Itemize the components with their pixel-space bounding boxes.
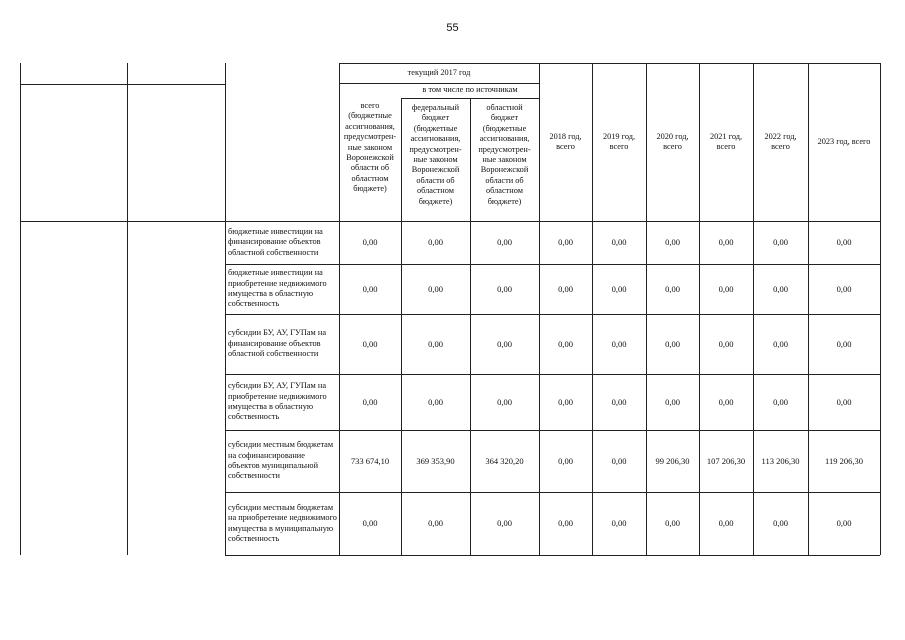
row-label: бюджетные инвестиции на финансирование объектов областной собственности — [228, 226, 323, 257]
row-value: 0,00 — [611, 338, 627, 349]
table-current-year-split — [339, 83, 539, 84]
row-value: 733 674,10 — [350, 455, 390, 466]
row-label: субсидии БУ, АУ, ГУПам на финансирование объектов областной собственности — [228, 328, 326, 359]
row-value: 0,00 — [836, 283, 852, 294]
table-row-line-5 — [225, 555, 880, 556]
header-federal: федеральный бюджет (бюджетные ассигнования, предусмотрен-ные законом Воронежской области об областном бюджете) — [409, 103, 462, 206]
row-value: 0,00 — [773, 396, 788, 407]
table-border-top — [339, 63, 880, 64]
table-border-left — [20, 63, 21, 555]
header-2020: 2020 год, всего — [656, 131, 689, 151]
row-value: 0,00 — [558, 518, 573, 529]
row-value: 0,00 — [718, 283, 734, 294]
row-value: 0,00 — [718, 237, 734, 248]
header-total: всего (бюджетные ассигнования, предусмотрен-ные законом Воронежской области об областном бюджете) — [343, 101, 397, 194]
row-value: 0,00 — [362, 283, 378, 294]
row-value: 0,00 — [428, 518, 443, 529]
row-value: 0,00 — [773, 338, 788, 349]
row-value: 0,00 — [362, 396, 378, 407]
row-value: 0,00 — [773, 518, 788, 529]
header-regional: областной бюджет (бюджетные ассигнования, предусмотрен-ные законом Воронежской области об областном бюджете) — [478, 103, 531, 206]
row-value: 0,00 — [558, 338, 573, 349]
row-value: 0,00 — [497, 518, 512, 529]
header-2021: 2021 год, всего — [709, 131, 743, 151]
row-label: субсидии местным бюджетам на софинансирование объектов муниципальной собственности — [228, 440, 334, 481]
row-value: 113 206,30 — [761, 455, 800, 466]
table-divider-col-2 — [127, 63, 128, 555]
row-value: 0,00 — [611, 237, 627, 248]
row-value: 0,00 — [665, 283, 680, 294]
page-number: 55 — [446, 22, 459, 34]
row-value: 0,00 — [718, 518, 734, 529]
row-value: 0,00 — [718, 396, 734, 407]
table-header-row-split — [20, 84, 226, 85]
header-2018: 2018 год, всего — [549, 131, 582, 151]
table-border-right — [880, 63, 881, 555]
row-value: 0,00 — [611, 518, 627, 529]
table-sources-split — [401, 98, 539, 99]
header-2023: 2023 год, всего — [817, 136, 871, 146]
row-value: 0,00 — [665, 518, 680, 529]
row-label: субсидии БУ, АУ, ГУПам на приобретение недвижимого имущества в областную собственность — [228, 381, 327, 422]
header-including-by-source: в том числе по источникам — [422, 85, 518, 95]
row-value: 0,00 — [773, 283, 788, 294]
row-value: 0,00 — [611, 283, 627, 294]
row-value: 0,00 — [558, 283, 573, 294]
row-value: 0,00 — [665, 338, 680, 349]
row-value: 0,00 — [497, 396, 512, 407]
row-value: 99 206,30 — [655, 455, 690, 466]
row-value: 0,00 — [497, 283, 512, 294]
row-label: бюджетные инвестиции на приобретение недвижимого имущества в областную собственность — [228, 268, 327, 309]
row-value: 364 320,20 — [485, 455, 524, 466]
row-value: 107 206,30 — [706, 455, 746, 466]
row-value: 0,00 — [362, 237, 378, 248]
row-value: 0,00 — [362, 338, 378, 349]
row-value: 0,00 — [836, 518, 852, 529]
row-value: 0,00 — [665, 396, 680, 407]
row-value: 0,00 — [611, 396, 627, 407]
row-value: 0,00 — [428, 338, 443, 349]
row-value: 0,00 — [836, 338, 852, 349]
header-current-year: текущий 2017 год — [407, 67, 471, 77]
row-value: 0,00 — [558, 237, 573, 248]
row-value: 0,00 — [428, 396, 443, 407]
row-value: 0,00 — [773, 237, 788, 248]
row-value: 0,00 — [558, 455, 573, 466]
row-value: 369 353,90 — [416, 455, 455, 466]
row-value: 119 206,30 — [825, 455, 863, 466]
header-2019: 2019 год, всего — [602, 131, 636, 151]
row-value: 0,00 — [428, 283, 443, 294]
row-value: 0,00 — [836, 396, 852, 407]
row-value: 0,00 — [836, 237, 852, 248]
header-2022: 2022 год, всего — [764, 131, 797, 151]
row-value: 0,00 — [558, 396, 573, 407]
row-value: 0,00 — [362, 518, 378, 529]
row-value: 0,00 — [497, 338, 512, 349]
row-label: субсидии местным бюджетам на приобретение недвижимого имущества в муниципальную собственность — [228, 502, 337, 543]
row-value: 0,00 — [497, 237, 512, 248]
row-value: 0,00 — [665, 237, 680, 248]
row-value: 0,00 — [611, 455, 627, 466]
row-value: 0,00 — [428, 237, 443, 248]
row-value: 0,00 — [718, 338, 734, 349]
